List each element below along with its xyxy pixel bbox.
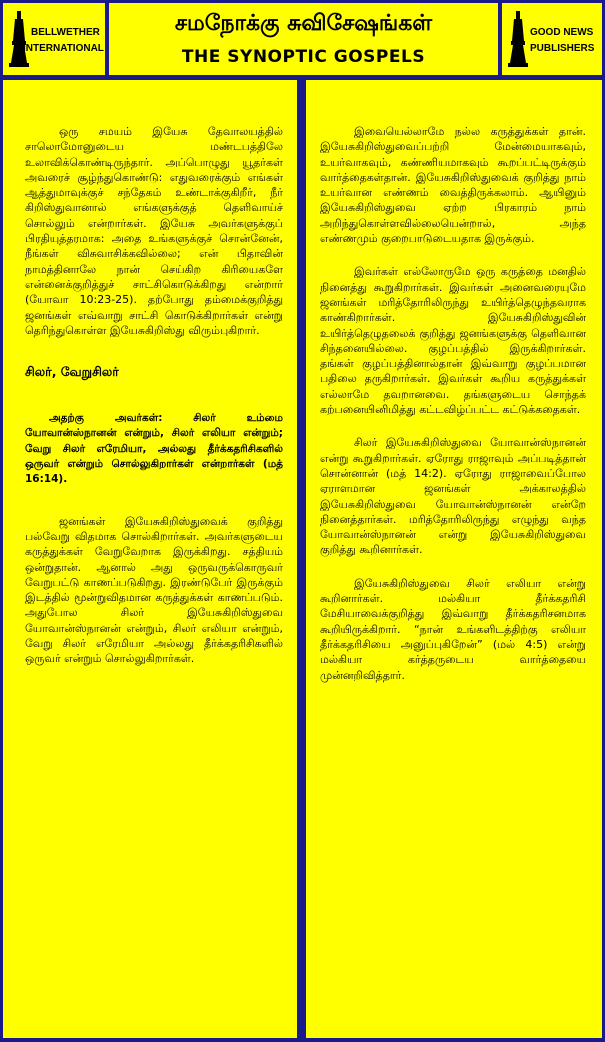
title-box xyxy=(109,3,498,75)
right-paragraph-2: இவர்கள் எல்லோருமே ஒரு கருத்தை மனதில் நினைத்து கூறுகிறார்கள். இவர்கள் அனைவரையுமே ஜனங்கள் மரித்தோரிலிருந்து உயிர்த்தெழுந்தவராக காண்கிறார்கள். இயேசுகிறிஸ்துவின் உயிர்த்தெழுதலைக் குறித்து ஜனங்களுக்கு தெளிவான சிந்தனையில்லை. குழப்பத்தில் இருக்கிறார்கள். தங்கள் குழப்பத்தினால்தான் இவ்வாறு குழப்பமான பதிலை தருகிறார்கள். இவர்கள் கூறிய கருத்துக்கள் எல்லாமே தவறானவை. தங்களுடைய சொந்தக் கற்பனையினிமித்து கட்டவிழ்ப்பட்ட கட்டுக்கதைகள். xyxy=(320,265,586,417)
good-news-logo xyxy=(502,3,602,75)
lamp-icon xyxy=(508,11,528,67)
section-heading: சிலர், வேறுசிலர் xyxy=(25,364,119,380)
right-paragraph-1: இவையெல்லாமே நல்ல கருத்துக்கள் தான். இயேசுகிறிஸ்துவைப்பற்றி மேன்மையாகவும், உயர்வாகவும், கண்ணியமாகவும் கூறப்பட்டிருக்கும் வார்த்தைகள்தான். இயேசுகிறிஸ்துவைக் குறித்து நாம் உயர்வான எண்ணம் வைத்திருக்கலாம். ஆயினும் இயேசுகிறிஸ்துவை ஏற்ற பிரகாரம் நாம் அறிந்துகொள்ளவில்லையென்றால், அந்த எண்ணமும் குறைபாடுடையதாக இருக்கும். xyxy=(320,125,586,246)
right-logo-line1: GOOD NEWS xyxy=(530,27,594,38)
bellwether-logo xyxy=(3,3,105,75)
left-column xyxy=(3,80,297,1038)
left-logo-line1: BELLWETHER xyxy=(31,27,100,38)
scripture-quote: அதற்கு அவர்கள்: சிலர் உம்மை யோவான்ஸ்நானன் என்றும், சிலர் எலியா என்றும்; வேறு சிலர் எரேமியா, அல்லது தீர்க்கதரிசிகளில் ஒருவர் என்றும் சொல்லுகிறார்கள் என்றார்கள் (மத் 16:14). xyxy=(25,412,283,486)
right-logo-line2: PUBLISHERS xyxy=(530,43,595,54)
page-title-tamil: சமநோக்கு சுவிசேஷங்கள் xyxy=(174,11,433,36)
lamp-icon xyxy=(9,11,29,67)
right-paragraph-4: இயேசுகிறிஸ்துவை சிலர் எலியா என்று கூறினார்கள். மல்கியா தீர்க்கதரிசி மேசியாவைக்குறித்து இவ்வாறு தீர்க்கதரிசனமாக கூறியிருக்கிறார். “நான் உங்களிடத்திற்கு எலியா தீர்க்கதரிசியை அனுப்புகிறேன்” (மல் 4:5) என்று மல்கியா கர்த்தருடைய வார்த்தையை முன்னறிவித்தார். xyxy=(320,576,586,682)
right-paragraph-3: சிலர் இயேசுகிறிஸ்துவை யோவான்ஸ்நானன் என்று கூறுகிறார்கள். ஏரோது ராஜாவும் அப்படித்தான் சொன்னான் (மத் 14:2). ஏரோது ராஜாவைப்போல ஏராளமான ஜனங்கள் அக்காலத்தில் இயேசுகிறிஸ்துவை யோவான்ஸ்நானன் என்றே நினைத்தார்கள். மரித்தோரிலிருந்து எழுந்து வந்த யோவான்ஸ்நானன் என்று இயேசுகிறிஸ்துவை குறித்து கூறினார்கள். xyxy=(320,436,586,557)
left-paragraph-1: ஒரு சமயம் இயேசு தேவாலயத்தில் சாலொமோனுடைய மண்டபத்திலே உலாவிக்கொண்டிருந்தார். அப்பொழுது யூதர்கள் அவரைச் சூழ்ந்துகொண்டு: எதுவரைக்கும் எங்கள் ஆத்துமாவுக்குச் சந்தேகம் உண்டாக்குகிறீர், நீர் கிறிஸ்துவானால் எங்களுக்குத் தெளிவாய்ச் சொல்லும் என்றார்கள். இயேசு அவர்களுக்குப் பிரதியுத்தரமாக: அதை உங்களுக்குச் சொன்னேன், நீங்கள் விசுவாசிக்கவில்லை; என் பிதாவின் நாமத்தினாலே நான் செய்கிற கிரியைகளே என்னைக்குறித்துச் சாட்சிகொடுக்கிறது என்றார் (யோவா 10:23-25). தற்போது தம்மைக்குறித்து ஜனங்கள் எவ்வாறு சாட்சி கொடுக்கிறார்கள் என்று தெரிந்துகொள்ள இயேசுகிறிஸ்து விரும்புகிறார். xyxy=(25,125,283,337)
right-column xyxy=(306,80,602,1038)
left-paragraph-2: ஜனங்கள் இயேசுகிறிஸ்துவைக் குறித்து பல்வேறு விதமாக சொல்கிறார்கள். அவர்களுடைய கருத்துக்கள் வேறுவேறாக இருக்கிறது. சத்தியம் ஒன்றுதான். ஆனால் அது ஒருவருக்கொருவர் வேறுபட்டு காணப்படுகிறது. இரண்டுபேர் இருக்கும் இடத்தில் மூன்றுவிதமான கருத்துக்கள் காணப்படும். அதுபோல சிலர் இயேசுகிறிஸ்துவை யோவான்ஸ்நானன் என்றும், சிலர் எலியா என்றும், வேறு சிலர் எரேமியா அல்லது தீர்க்கதரிசிகளில் ஒருவர் என்றும் சொல்லுகிறார்கள். xyxy=(25,514,283,666)
left-logo-line2: INTERNATIONAL xyxy=(23,43,104,54)
page-title-english: THE SYNOPTIC GOSPELS xyxy=(181,47,426,67)
